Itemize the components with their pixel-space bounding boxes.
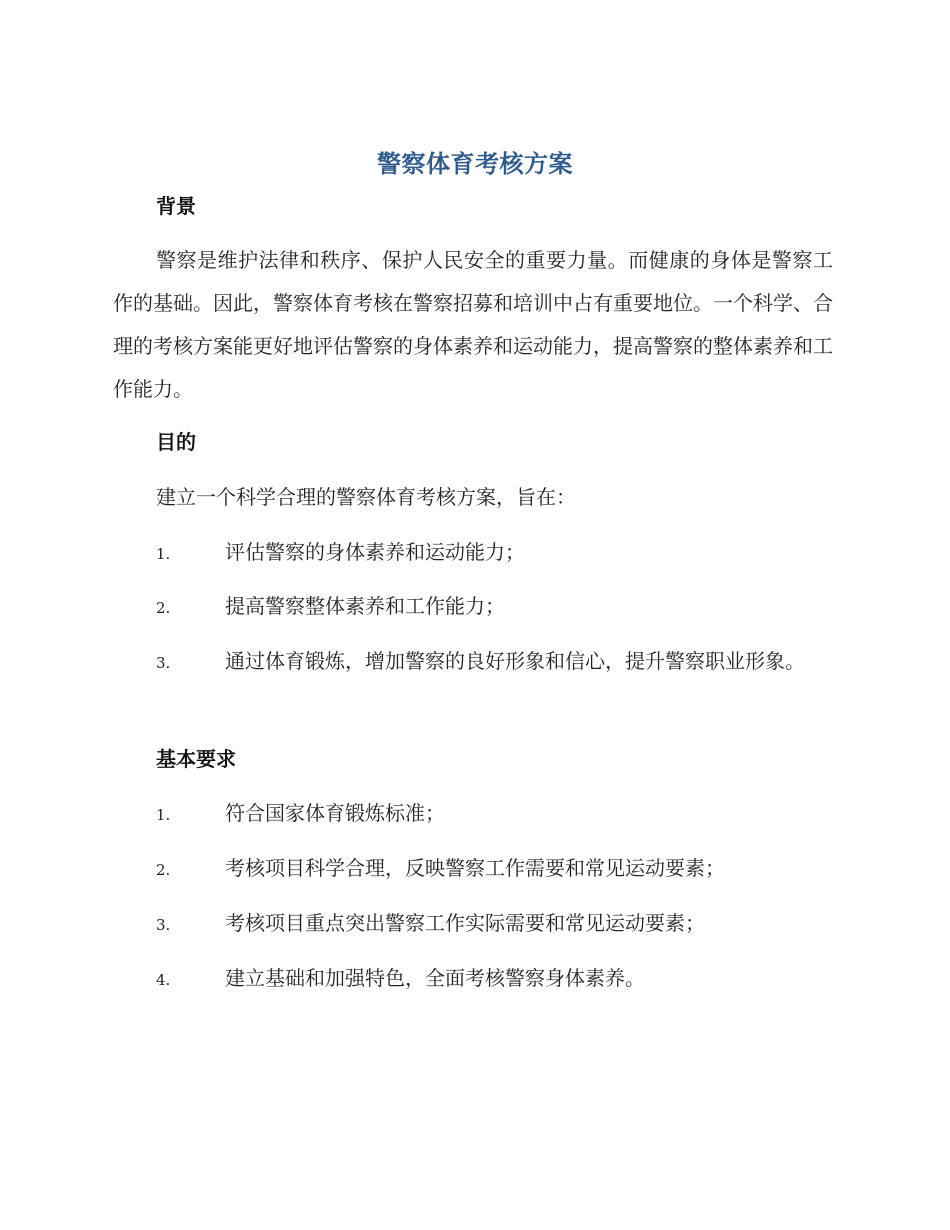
document-title: 警察体育考核方案 — [377, 150, 573, 178]
list-item-number: 4. — [156, 971, 171, 989]
section-heading-background: 背景 — [156, 194, 196, 218]
list-item-number: 3. — [156, 654, 171, 672]
list-item-number: 2. — [156, 861, 171, 879]
list-item-text: 考核项目重点突出警察工作实际需要和常见运动要素； — [225, 911, 705, 935]
list-item — [156, 798, 445, 830]
section-heading-requirements: 基本要求 — [156, 747, 236, 771]
list-item — [156, 853, 725, 885]
list-item — [156, 963, 645, 995]
list-item — [156, 591, 505, 623]
list-item-text: 通过体育锻炼，增加警察的良好形象和信心，提升警察职业形象。 — [225, 649, 805, 673]
list-item-number: 3. — [156, 916, 171, 934]
list-item-text: 评估警察的身体素养和运动能力； — [225, 540, 525, 564]
background-paragraph: 警察是维护法律和秩序、保护人民安全的重要力量。而健康的身体是警察工作的基础。因此，警察体育考核在警察招募和培训中占有重要地位。一个科学、合理的考核方案能更好地评估警察的身体素养和运动能力，提高警察的整体素养和工作能力。 — [113, 248, 833, 401]
list-item-text: 建立基础和加强特色，全面考核警察身体素养。 — [225, 966, 645, 990]
list-item-number: 2. — [156, 599, 171, 617]
list-item-text: 考核项目科学合理，反映警察工作需要和常见运动要素； — [225, 856, 725, 880]
list-item-number: 1. — [156, 545, 171, 563]
section-heading-purpose: 目的 — [156, 430, 196, 454]
list-item-number: 1. — [156, 806, 171, 824]
purpose-intro: 建立一个科学合理的警察体育考核方案，旨在： — [156, 485, 576, 509]
list-item-text: 提高警察整体素养和工作能力； — [225, 594, 505, 618]
list-item-text: 符合国家体育锻炼标准； — [225, 801, 445, 825]
list-item — [113, 640, 833, 685]
list-item — [156, 537, 525, 569]
list-item — [156, 908, 705, 940]
